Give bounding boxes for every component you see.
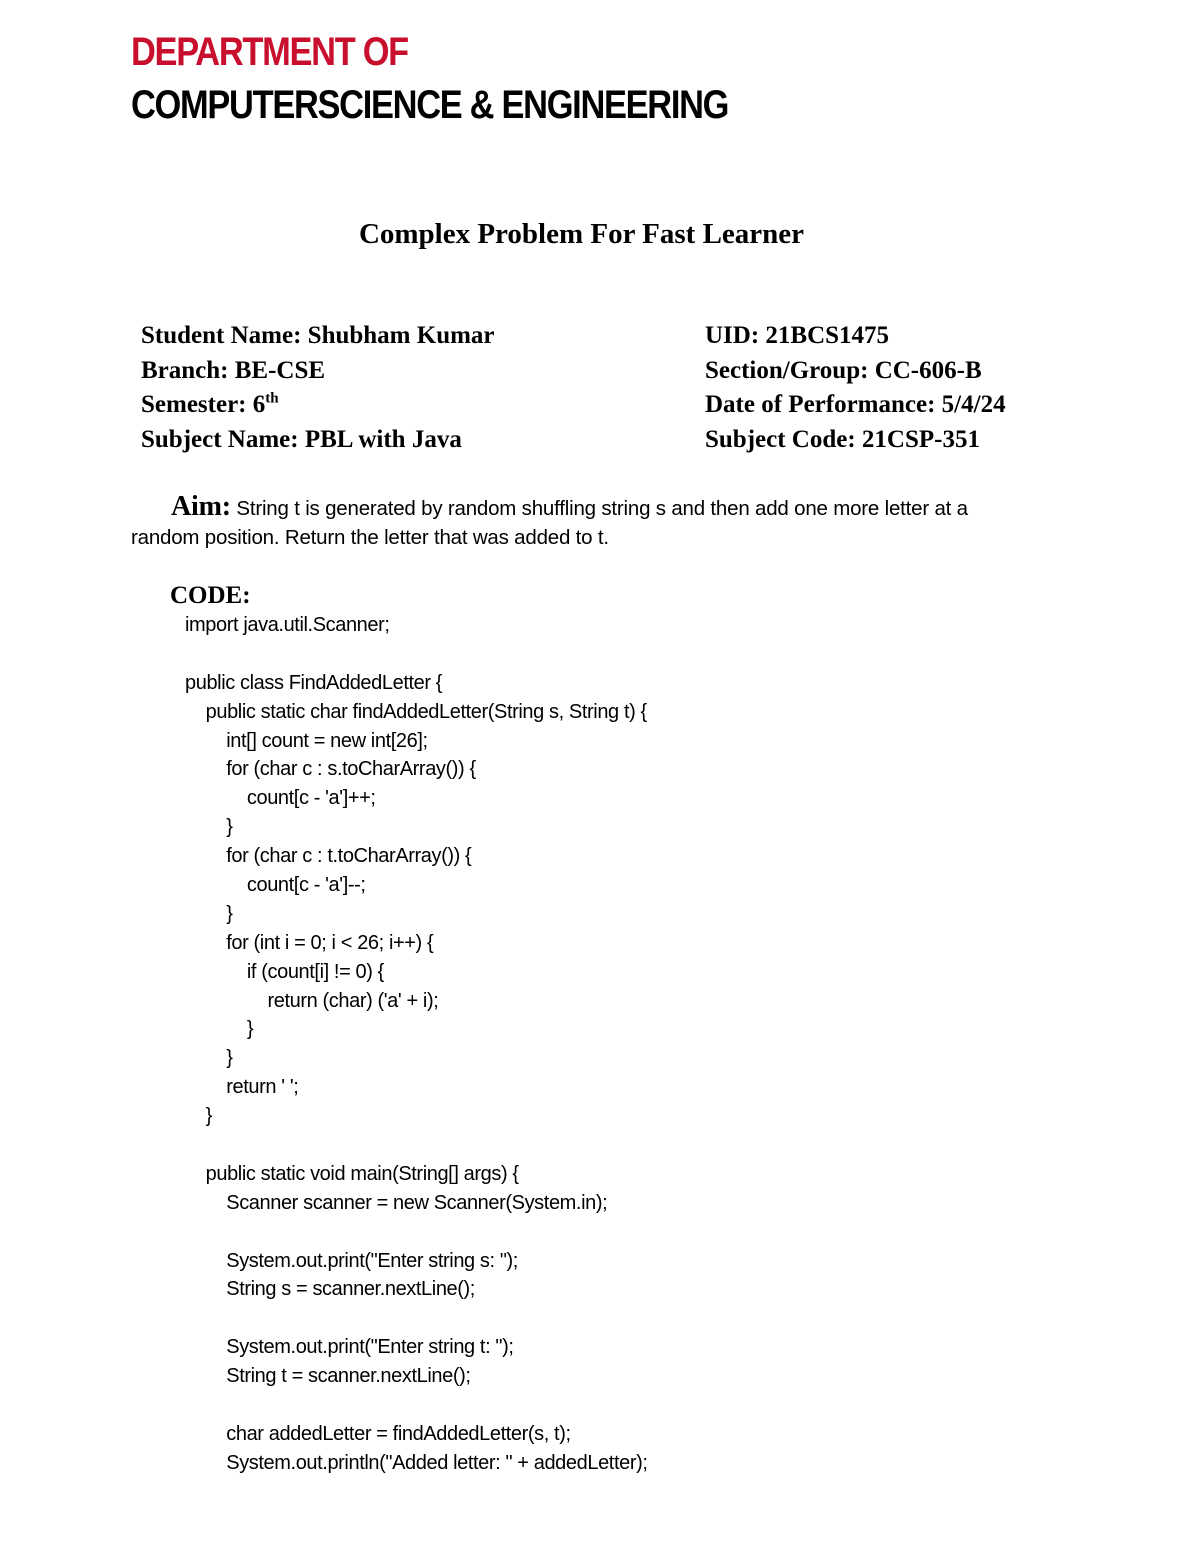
- code-line: }: [185, 902, 233, 925]
- student-name: Student Name: Shubham Kumar: [141, 322, 495, 349]
- code-line: Scanner scanner = new Scanner(System.in);: [185, 1191, 608, 1214]
- code-line: return (char) ('a' + i);: [185, 989, 439, 1012]
- code-line: import java.util.Scanner;: [185, 614, 390, 636]
- code-line: if (count[i] != 0) {: [185, 960, 384, 983]
- code-line: [185, 1391, 648, 1420]
- section-group: Section/Group: CC-606-B: [705, 356, 982, 384]
- code-line: }: [185, 1047, 233, 1070]
- code-line: public class FindAddedLetter {: [185, 671, 443, 694]
- code-line: for (int i = 0; i < 26; i++) {: [185, 931, 434, 954]
- code-line: public static void main(String[] args) {: [185, 1162, 519, 1185]
- code-line: public static char findAddedLetter(String s, String t) {: [185, 700, 647, 723]
- subject-name: Subject Name: PBL with Java: [141, 425, 462, 453]
- code-line: [185, 1304, 648, 1333]
- code-line: count[c - 'a']--;: [185, 874, 366, 897]
- semester-value: Semester: 6: [141, 391, 266, 418]
- date-of-performance: Date of Performance: 5/4/24: [705, 391, 1006, 418]
- semester: [141, 388, 495, 423]
- code-line: }: [185, 816, 233, 839]
- student-info-right: [705, 319, 1006, 457]
- aim-section: [131, 492, 1031, 552]
- code-line: System.out.print("Enter string t: ");: [185, 1336, 514, 1359]
- code-line: char addedLetter = findAddedLetter(s, t);: [185, 1422, 571, 1445]
- code-line: int[] count = new int[26];: [185, 729, 428, 752]
- semester-suffix: th: [265, 390, 279, 407]
- code-line: String s = scanner.nextLine();: [185, 1278, 475, 1301]
- code-line: System.out.println("Added letter: " + addedLetter);: [185, 1451, 648, 1474]
- uid: UID: 21BCS1475: [705, 322, 890, 349]
- code-heading: CODE:: [170, 582, 251, 609]
- code-block: [185, 611, 648, 1478]
- code-line: for (char c : t.toCharArray()) {: [185, 845, 472, 868]
- document-title: Complex Problem For Fast Learner: [358, 218, 805, 250]
- code-line: [185, 1131, 648, 1160]
- aim-label: Aim:: [171, 491, 231, 522]
- branch: Branch: BE-CSE: [141, 356, 326, 384]
- department-title-line2: COMPUTERSCIENCE & ENGINEERING: [131, 83, 729, 127]
- aim-text-line2: random position. Return the letter that was added to t.: [131, 526, 609, 549]
- code-line: [185, 1218, 648, 1247]
- aim-text-line1: String t is generated by random shuffling string s and then add one more letter at a: [230, 497, 968, 520]
- code-line: String t = scanner.nextLine();: [185, 1365, 471, 1388]
- subject-code: Subject Code: 21CSP-351: [705, 425, 980, 453]
- code-line: }: [185, 1018, 254, 1041]
- code-line: }: [185, 1105, 212, 1128]
- code-line: count[c - 'a']++;: [185, 787, 376, 810]
- student-info-left: [141, 319, 495, 457]
- code-line: [185, 640, 648, 669]
- code-line: System.out.print("Enter string s: ");: [185, 1249, 518, 1272]
- code-line: return ' ';: [185, 1076, 299, 1099]
- department-title-line1: DEPARTMENT OF: [131, 30, 408, 74]
- code-line: for (char c : s.toCharArray()) {: [185, 758, 476, 781]
